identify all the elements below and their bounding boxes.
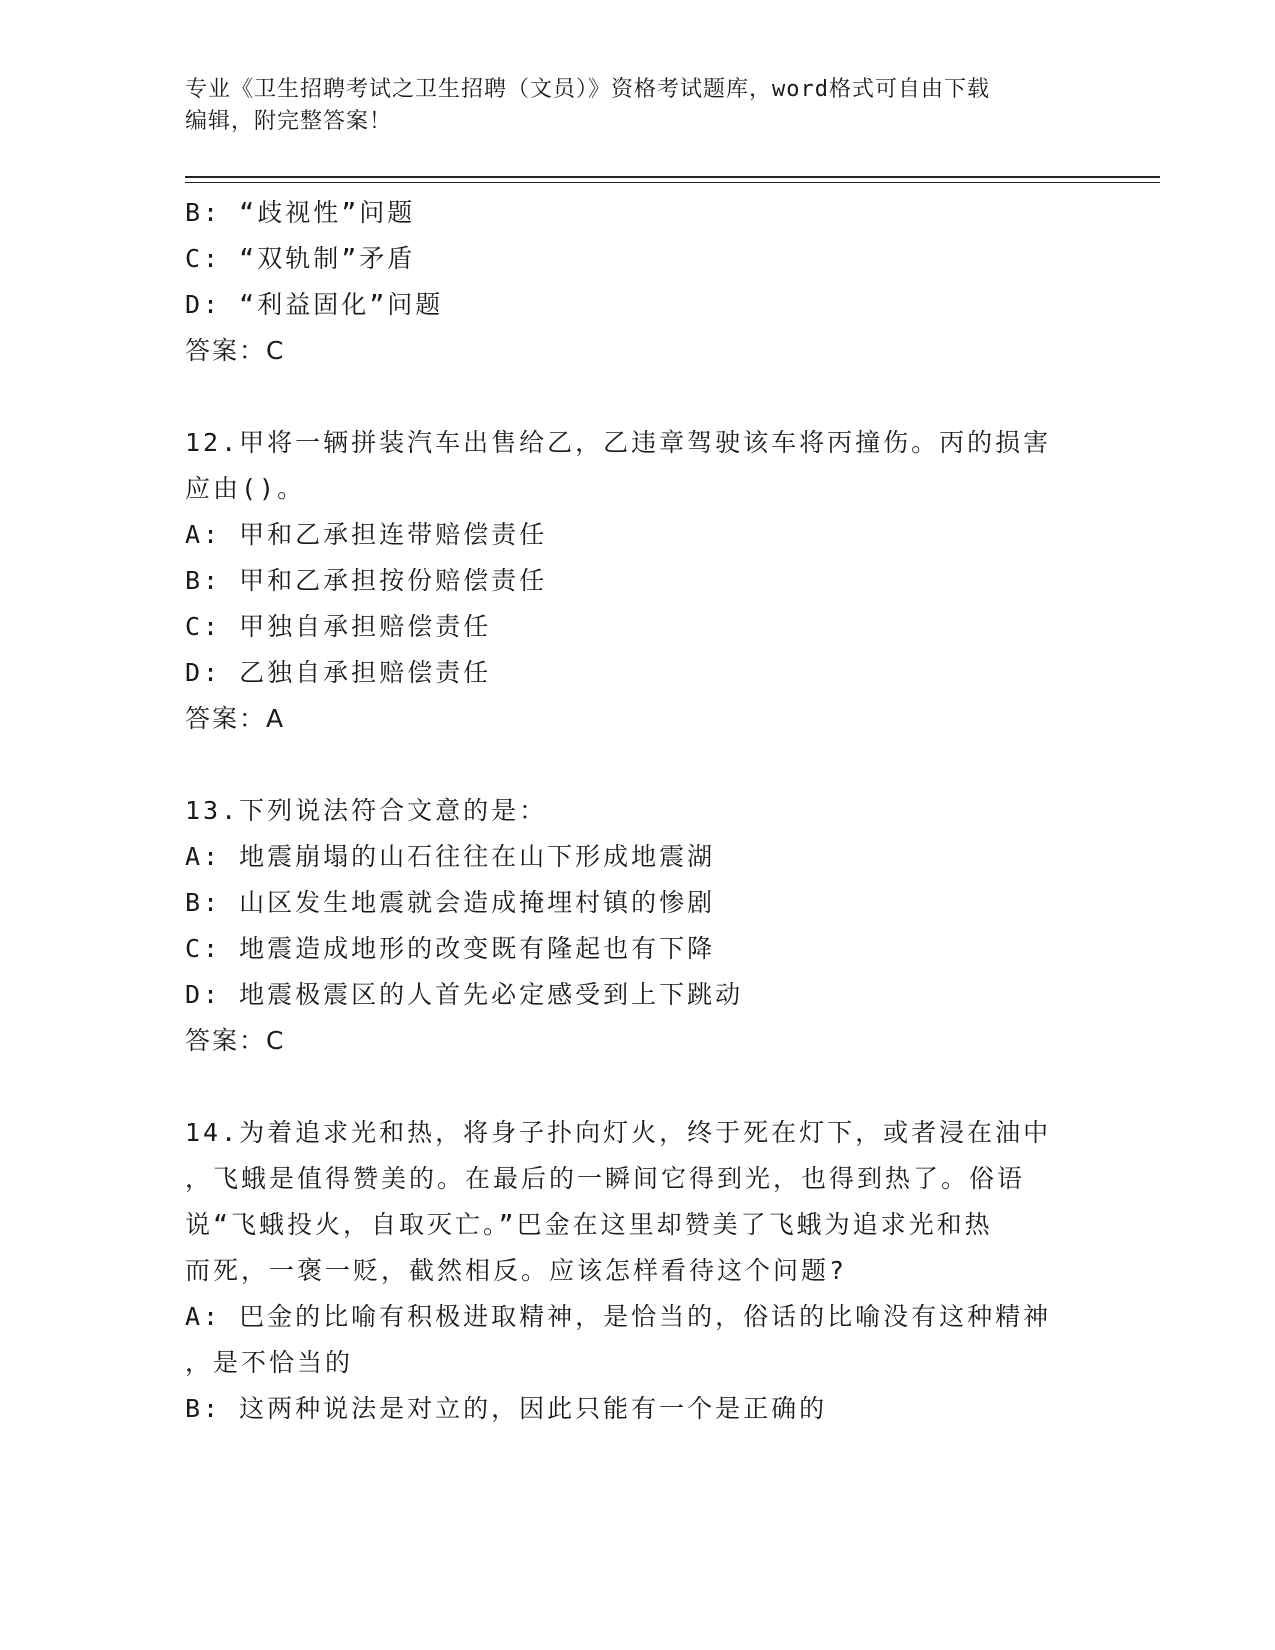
question-12 [185, 420, 1085, 742]
option-a: A: 地震崩塌的山石往往在山下形成地震湖 [185, 842, 716, 871]
question-stem: 应由()。 [185, 474, 306, 503]
answer-line: 答案：C [185, 336, 286, 365]
question-list [185, 190, 1085, 1432]
option-d: D: 地震极震区的人首先必定感受到上下跳动 [185, 980, 744, 1009]
option-b: B: 甲和乙承担按份赔偿责任 [185, 566, 548, 595]
question-spacer [185, 1064, 1085, 1110]
option-d: D: 乙独自承担赔偿责任 [185, 658, 492, 687]
option-a: A: 巴金的比喻有积极进取精神，是恰当的，俗话的比喻没有这种精神 [185, 1302, 1052, 1331]
question-stem: ，飞蛾是值得赞美的。在最后的一瞬间它得到光，也得到热了。俗语 [185, 1164, 1026, 1193]
option-b: B: “歧视性”问题 [185, 198, 416, 227]
option-c: C: “双轨制”矛盾 [185, 244, 416, 273]
header-divider-thin [185, 182, 1160, 183]
question-13 [185, 788, 1085, 1064]
option-a: A: 甲和乙承担连带赔偿责任 [185, 520, 548, 549]
question-11 [185, 190, 1085, 374]
question-spacer [185, 742, 1085, 788]
header-line-1: 专业《卫生招聘考试之卫生招聘（文员）》资格考试题库，word格式可自由下载 [185, 77, 990, 102]
header-divider-thick [185, 176, 1160, 178]
option-b: B: 山区发生地震就会造成掩埋村镇的惨剧 [185, 888, 716, 917]
option-b: B: 这两种说法是对立的，因此只能有一个是正确的 [185, 1394, 828, 1423]
question-stem: 而死，一褒一贬，截然相反。应该怎样看待这个问题? [185, 1256, 848, 1285]
question-stem: 14.为着追求光和热，将身子扑向灯火，终于死在灯下，或者浸在油中 [185, 1118, 1052, 1147]
option-d: D: “利益固化”问题 [185, 290, 444, 319]
option-a-continued: ，是不恰当的 [185, 1348, 354, 1377]
option-c: C: 地震造成地形的改变既有隆起也有下降 [185, 934, 716, 963]
option-c: C: 甲独自承担赔偿责任 [185, 612, 492, 641]
answer-line: 答案：A [185, 704, 286, 733]
question-14 [185, 1110, 1085, 1432]
question-stem: 说“飞蛾投火，自取灭亡。”巴金在这里却赞美了飞蛾为追求光和热 [185, 1210, 993, 1239]
header-line-2: 编辑，附完整答案！ [185, 109, 393, 134]
question-stem: 13.下列说法符合文意的是： [185, 796, 548, 825]
answer-line: 答案：C [185, 1026, 286, 1055]
document-header [185, 74, 1085, 138]
question-spacer [185, 374, 1085, 420]
question-stem: 12.甲将一辆拼装汽车出售给乙，乙违章驾驶该车将丙撞伤。丙的损害 [185, 428, 1052, 457]
